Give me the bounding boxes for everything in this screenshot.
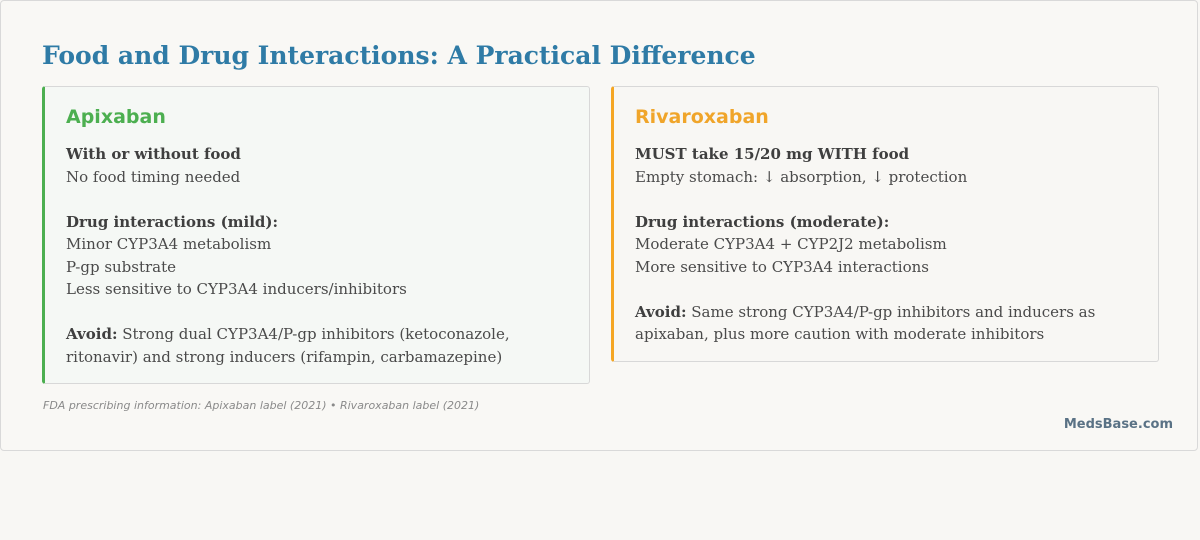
rivaroxaban-avoid-text: Same strong CYP3A4/P-gp inhibitors and inducers as apixaban, plus more caution with moderate inhibitors — [635, 302, 1096, 343]
rivaroxaban-avoid — [635, 301, 1138, 346]
rivaroxaban-card — [611, 86, 1159, 362]
source-citation: FDA prescribing information: Apixaban label (2021) • Rivaroxaban label (2021) — [43, 399, 480, 412]
rivaroxaban-heading: Rivaroxaban — [635, 106, 769, 128]
apixaban-food-note: No food timing needed — [66, 167, 241, 186]
spacer — [66, 301, 569, 324]
apixaban-heading: Apixaban — [66, 106, 166, 128]
page-title: Food and Drug Interactions: A Practical Difference — [42, 41, 756, 70]
rivaroxaban-avoid-label: Avoid: — [635, 302, 687, 321]
brand-watermark: MedsBase.com — [1063, 417, 1173, 432]
rivaroxaban-food-heading: MUST take 15/20 mg WITH food — [635, 145, 910, 163]
apixaban-food-heading: With or without food — [66, 145, 241, 163]
apixaban-card — [42, 86, 590, 384]
apixaban-interaction-item: P-gp substrate — [66, 257, 177, 276]
apixaban-interactions-heading: Drug interactions (mild): — [66, 212, 279, 231]
apixaban-avoid-text: Strong dual CYP3A4/P-gp inhibitors (ketoconazole, ritonavir) and strong inducers (rifampin, carbamazepine) — [66, 325, 510, 366]
spacer — [66, 188, 569, 211]
apixaban-avoid-label: Avoid: — [66, 325, 118, 343]
spacer — [635, 278, 1138, 301]
apixaban-interaction-item: Less sensitive to CYP3A4 inducers/inhibitors — [66, 280, 407, 298]
rivaroxaban-interaction-item: Moderate CYP3A4 + CYP2J2 metabolism — [635, 235, 947, 253]
apixaban-interaction-item: Minor CYP3A4 metabolism — [66, 235, 272, 253]
apixaban-avoid — [66, 323, 569, 368]
rivaroxaban-food-note: Empty stomach: ↓ absorption, ↓ protection — [635, 167, 968, 186]
rivaroxaban-interaction-item: More sensitive to CYP3A4 interactions — [635, 257, 929, 276]
spacer — [635, 188, 1138, 211]
rivaroxaban-interactions-heading: Drug interactions (moderate): — [635, 212, 890, 231]
